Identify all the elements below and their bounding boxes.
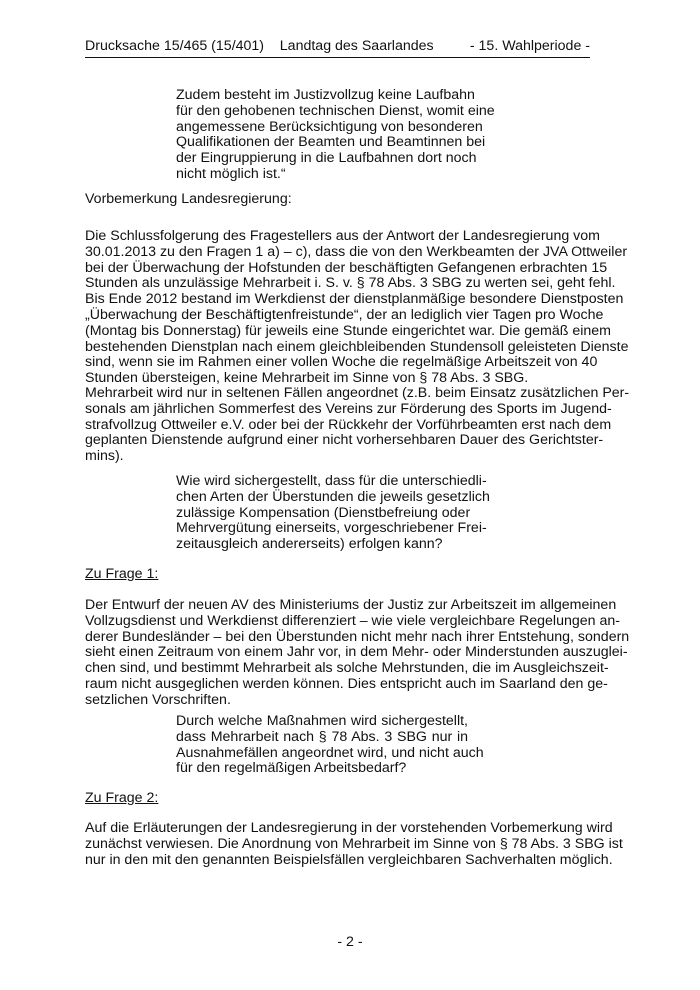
answer-2: [85, 820, 623, 868]
text-line: strafvollzug Ottweiler e.V. oder bei der Rückkehr der Vorführbeamten erst nach dem: [85, 416, 612, 433]
text-line: Ausnahmefällen angeordnet wird, und nicht auch: [176, 744, 484, 761]
text-line: angemessene Berücksichtigung von besonderen: [176, 118, 483, 135]
zu-frage-2-heading: Zu Frage 2:: [85, 790, 159, 806]
text-line: zeitausgleich andererseits) erfolgen kann?: [176, 536, 443, 553]
header-left: Drucksache 15/465 (15/401) Landtag des Saarlandes: [85, 38, 434, 54]
header-rule: [85, 57, 590, 58]
paragraph-mehrarbeit: [85, 385, 630, 465]
text-line: „Überwachung der Beschäftigtenfreistunde“, der an lediglich vier Tagen pro Woche: [85, 306, 604, 323]
text-line: für den gehobenen technischen Dienst, womit eine: [176, 102, 495, 119]
text-line: Mehrarbeit wird nur in seltenen Fällen angeordnet (z.B. beim Einsatz zusätzlichen Per-: [85, 385, 630, 401]
text-line: Durch welche Maßnahmen wird sichergestellt,: [176, 713, 468, 729]
question-1: [176, 473, 490, 553]
text-line: nicht möglich ist.“: [176, 165, 286, 182]
text-line: Stunden übersteigen, keine Mehrarbeit im Sinne von § 78 Abs. 3 SBG.: [85, 370, 529, 387]
text-line: mins).: [85, 448, 124, 465]
text-line: setzlichen Vorschriften.: [85, 691, 231, 708]
text-line: Zudem besteht im Justizvollzug keine Laufbahn: [176, 87, 475, 103]
text-line: dass Mehrarbeit nach § 78 Abs. 3 SBG nur in: [176, 728, 468, 745]
text-line: Bis Ende 2012 bestand im Werkdienst der dienstplanmäßige besondere Dienstposten: [85, 291, 624, 308]
text-line: Die Schlussfolgerung des Fragestellers aus der Antwort der Landesregierung vom: [85, 228, 600, 244]
text-line: Stunden als unzulässige Mehrarbeit i. S. v. § 78 Abs. 3 SBG zu werten sei, geht fehl.: [85, 275, 616, 292]
answer-1: [85, 597, 630, 709]
text-line: raum nicht ausgeglichen werden können. Dies entspricht auch im Saarland den ge-: [85, 675, 608, 692]
question-2: [176, 713, 484, 777]
quote-top: [176, 87, 495, 183]
text-line: chen sind, und bestimmt Mehrarbeit als solche Mehrstunden, die im Ausgleichszeit-: [85, 660, 609, 677]
text-line: bestehenden Dienstplan nach einem gleichbleibenden Stundensoll geleisteten Dienste: [85, 338, 629, 355]
text-line: Qualifikationen der Beamten und Beamtinnen bei: [176, 134, 486, 151]
text-line: Auf die Erläuterungen der Landesregierung in der vorstehenden Vorbemerkung wird: [85, 820, 613, 836]
text-line: (Montag bis Donnerstag) für jeweils eine Stunde eingerichtet war. Die gemäß einem: [85, 322, 611, 339]
text-line: sonals am jährlichen Sommerfest des Vereins zur Förderung des Sports im Jugend-: [85, 400, 612, 417]
text-line: derer Bundesländer – bei den Überstunden nicht mehr nach ihrer Entstehung, sondern: [85, 628, 630, 645]
text-line: für den regelmäßigen Arbeitsbedarf?: [176, 760, 407, 777]
text-line: zunächst verwiesen. Die Anordnung von Mehrarbeit im Sinne von § 78 Abs. 3 SBG ist: [85, 835, 623, 852]
text-line: Vollzugsdienst und Werkdienst differenziert – wie viele vergleichbare Regelungen an-: [85, 612, 620, 629]
text-line: sind, wenn sie im Rahmen einer vollen Woche die regelmäßige Arbeitszeit von 40: [85, 354, 598, 371]
header-right: - 15. Wahlperiode -: [469, 38, 590, 54]
text-line: bei der Überwachung der Hofstunden der beschäftigten Gefangenen erbrachten 15: [85, 259, 608, 276]
text-line: chen Arten der Überstunden die jeweils gesetzlich: [176, 488, 490, 505]
text-line: sieht einen Zeitraum von einem Jahr vor, in dem Mehr- oder Minderstunden auszuglei-: [85, 644, 628, 661]
text-line: der Eingruppierung in die Laufbahnen dort noch: [176, 150, 477, 167]
text-line: Mehrvergütung einerseits, vorgeschriebener Frei-: [176, 520, 487, 537]
text-line: nur in den mit den genannten Beispielsfällen vergleichbaren Sachverhalten möglich.: [85, 851, 613, 868]
text-line: geplanten Dienstende aufgrund einer nicht vorhersehbaren Dauer des Gerichtster-: [85, 432, 604, 449]
text-line: zulässige Kompensation (Dienstbefreiung oder: [176, 504, 471, 521]
text-line: Wie wird sichergestellt, dass für die unterschiedli-: [176, 473, 487, 489]
paragraph-schlussfolgerung: [85, 228, 629, 387]
text-line: 30.01.2013 zu den Fragen 1 a) – c), dass die von den Werkbeamten der JVA Ottweiler: [85, 243, 628, 260]
text-line: Der Entwurf der neuen AV des Ministeriums der Justiz zur Arbeitszeit im allgemeinen: [85, 597, 617, 613]
page-number: - 2 -: [337, 934, 363, 950]
vorbemerkung-heading: Vorbemerkung Landesregierung:: [85, 191, 292, 207]
zu-frage-1-heading: Zu Frage 1:: [85, 566, 159, 582]
